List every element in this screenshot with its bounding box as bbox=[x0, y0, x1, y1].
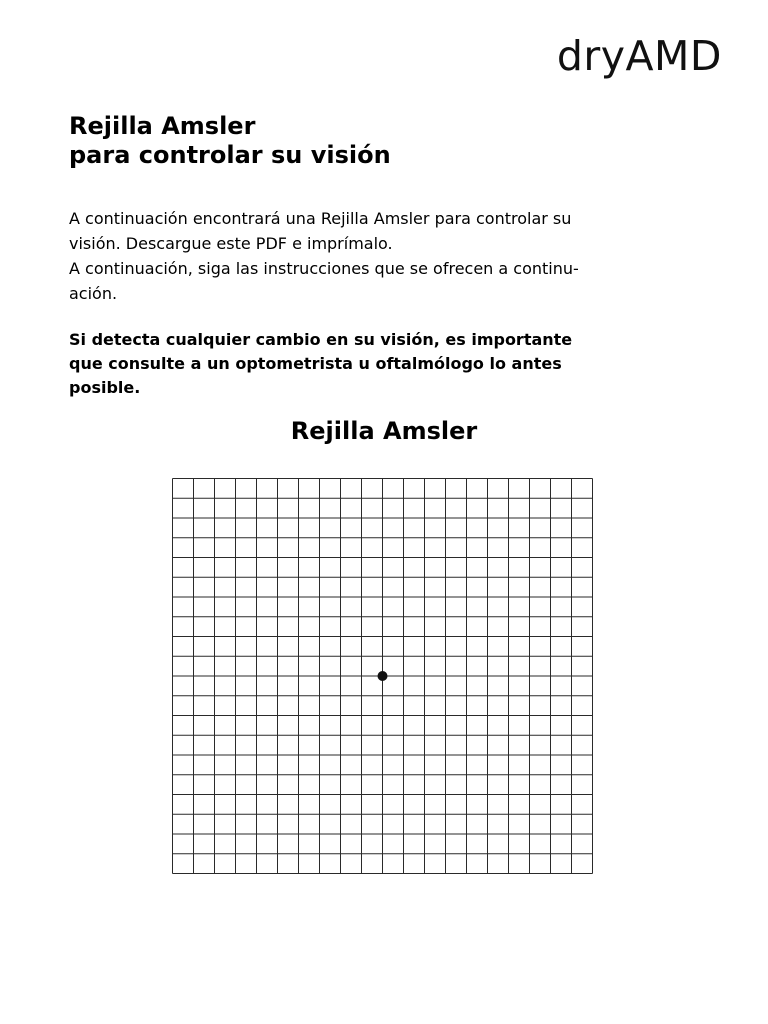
amsler-grid bbox=[172, 478, 593, 874]
amsler-grid-title: Rejilla Amsler bbox=[290, 417, 478, 445]
intro-line-2: visión. Descargue este PDF e imprímalo. bbox=[69, 234, 393, 253]
amsler-grid-svg bbox=[172, 478, 593, 874]
intro-line-1: A continuación encontrará una Rejilla Amsler para controlar su bbox=[69, 209, 572, 228]
warning-line-1: Si detecta cualquier cambio en su visión, es importante bbox=[69, 330, 573, 349]
warning-paragraph bbox=[69, 328, 669, 400]
center-fixation-dot bbox=[378, 671, 388, 681]
intro-paragraph bbox=[69, 206, 669, 306]
page-title-line-2: para controlar su visión bbox=[69, 141, 391, 169]
warning-line-3: posible. bbox=[69, 378, 141, 397]
intro-line-4: ación. bbox=[69, 284, 118, 303]
page-title bbox=[69, 112, 391, 170]
intro-line-3: A continuación, siga las instrucciones que se ofrecen a continu- bbox=[69, 259, 579, 278]
page-title-line-1: Rejilla Amsler bbox=[69, 112, 256, 140]
dryamd-logo: dryAMD bbox=[556, 32, 722, 80]
warning-line-2: que consulte a un optometrista u oftalmólogo lo antes bbox=[69, 354, 562, 373]
